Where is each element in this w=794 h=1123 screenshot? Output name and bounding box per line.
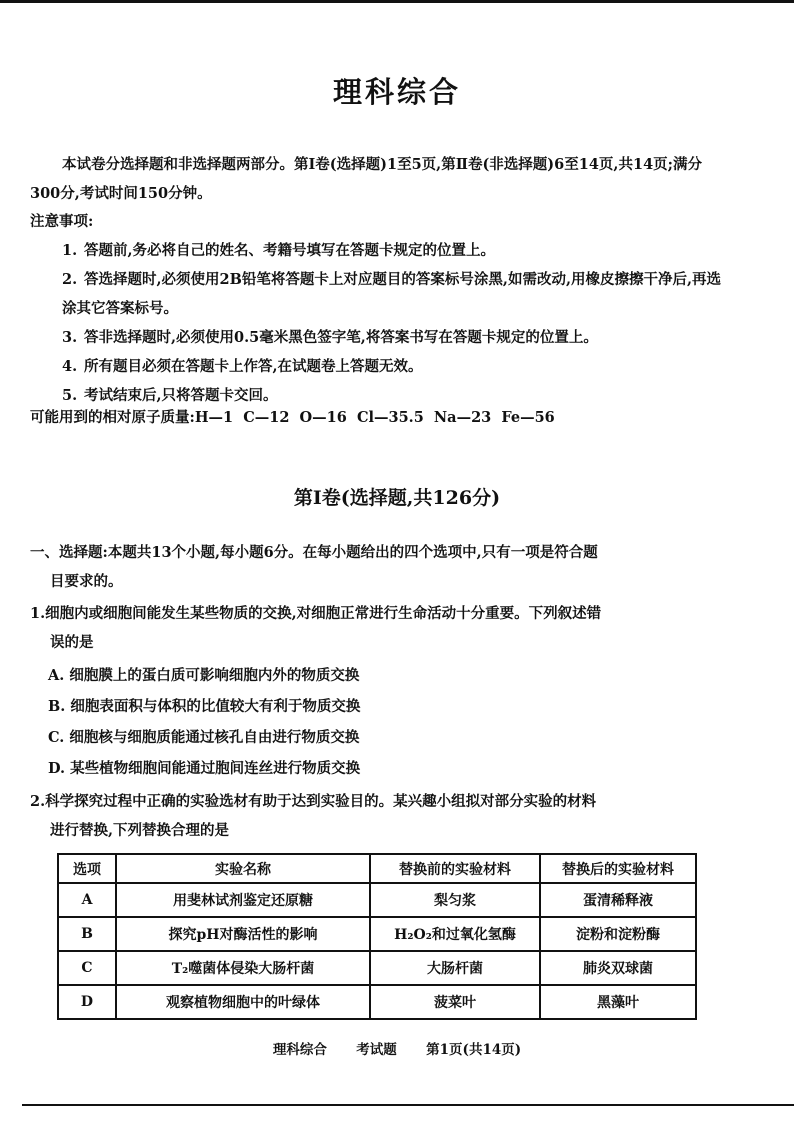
question-1-stem: 1.细胞内或细胞间能发生某些物质的交换,对细胞正常进行生命活动十分重要。下列叙述错 误的是 [30, 605, 602, 651]
column-header: 选项 [58, 854, 116, 883]
notes-heading: 注意事项: [30, 213, 94, 230]
table-cell: 淀粉和淀粉酶 [540, 917, 696, 951]
part-heading: 一、选择题:本题共13个小题,每小题6分。在每小题给出的四个选项中,只有一项是符合题 目要求的。 [30, 544, 598, 590]
table-cell: 肺炎双球菌 [540, 951, 696, 985]
intro-paragraph: 本试卷分选择题和非选择题两部分。第Ⅰ卷(选择题)1至5页,第Ⅱ卷(非选择题)6至14页,共14页;满分300分,考试时间150分钟。 [30, 156, 703, 202]
table-cell: 黑藻叶 [540, 985, 696, 1019]
table-cell: H₂O₂和过氧化氢酶 [370, 917, 540, 951]
column-header: 替换后的实验材料 [540, 854, 696, 883]
table-cell: 大肠杆菌 [370, 951, 540, 985]
bottom-rule [22, 1104, 794, 1106]
section-title: 第Ⅰ卷(选择题,共126分) [293, 487, 501, 509]
note-item: 2. 答选择题时,必须使用2B铅笔将答题卡上对应题目的答案标号涂黑,如需改动,用橡皮擦擦干净后,再选涂其它答案标号。 [62, 271, 722, 317]
experiment-table [57, 853, 697, 1020]
page-title: 理科综合 [332, 75, 461, 109]
top-rule [0, 0, 794, 3]
note-item: 4. 所有题目必须在答题卡上作答,在试题卷上答题无效。 [62, 358, 423, 375]
option-a: A. 细胞膜上的蛋白质可影响细胞内外的物质交换 [48, 667, 360, 684]
note-item: 1. 答题前,务必将自己的姓名、考籍号填写在答题卡规定的位置上。 [62, 242, 496, 259]
table-cell: D [58, 985, 116, 1019]
option-c: C. 细胞核与细胞质能通过核孔自由进行物质交换 [48, 729, 360, 746]
note-item: 3. 答非选择题时,必须使用0.5毫米黑色签字笔,将答案书写在答题卡规定的位置上。 [62, 329, 598, 346]
table-row [58, 883, 696, 917]
table-cell: 用斐林试剂鉴定还原糖 [116, 883, 370, 917]
table-cell: 探究pH对酶活性的影响 [116, 917, 370, 951]
table-cell: 蛋清稀释液 [540, 883, 696, 917]
table-cell: 梨匀浆 [370, 883, 540, 917]
atomic-masses: 可能用到的相对原子质量:H—1 C—12 O—16 Cl—35.5 Na—23 Fe—56 [30, 409, 555, 426]
column-header: 实验名称 [116, 854, 370, 883]
table-cell: C [58, 951, 116, 985]
table-header-row [58, 854, 696, 883]
table-cell: 观察植物细胞中的叶绿体 [116, 985, 370, 1019]
column-header: 替换前的实验材料 [370, 854, 540, 883]
table-cell: B [58, 917, 116, 951]
table-cell: A [58, 883, 116, 917]
option-b: B. 细胞表面积与体积的比值较大有利于物质交换 [48, 698, 361, 715]
table-row [58, 951, 696, 985]
notes-list [62, 236, 722, 410]
table-row [58, 917, 696, 951]
option-d: D. 某些植物细胞间能通过胞间连丝进行物质交换 [48, 760, 361, 777]
page-footer: 理科综合 考试题 第1页(共14页) [272, 1042, 522, 1058]
table-cell: T₂噬菌体侵染大肠杆菌 [116, 951, 370, 985]
question-2-stem: 2.科学探究过程中正确的实验选材有助于达到实验目的。某兴趣小组拟对部分实验的材料 进行替换,下列替换合理的是 [30, 793, 597, 839]
note-item: 5. 考试结束后,只将答题卡交回。 [62, 387, 278, 404]
question-1-options [48, 660, 708, 784]
table-row [58, 985, 696, 1019]
table-cell: 菠菜叶 [370, 985, 540, 1019]
